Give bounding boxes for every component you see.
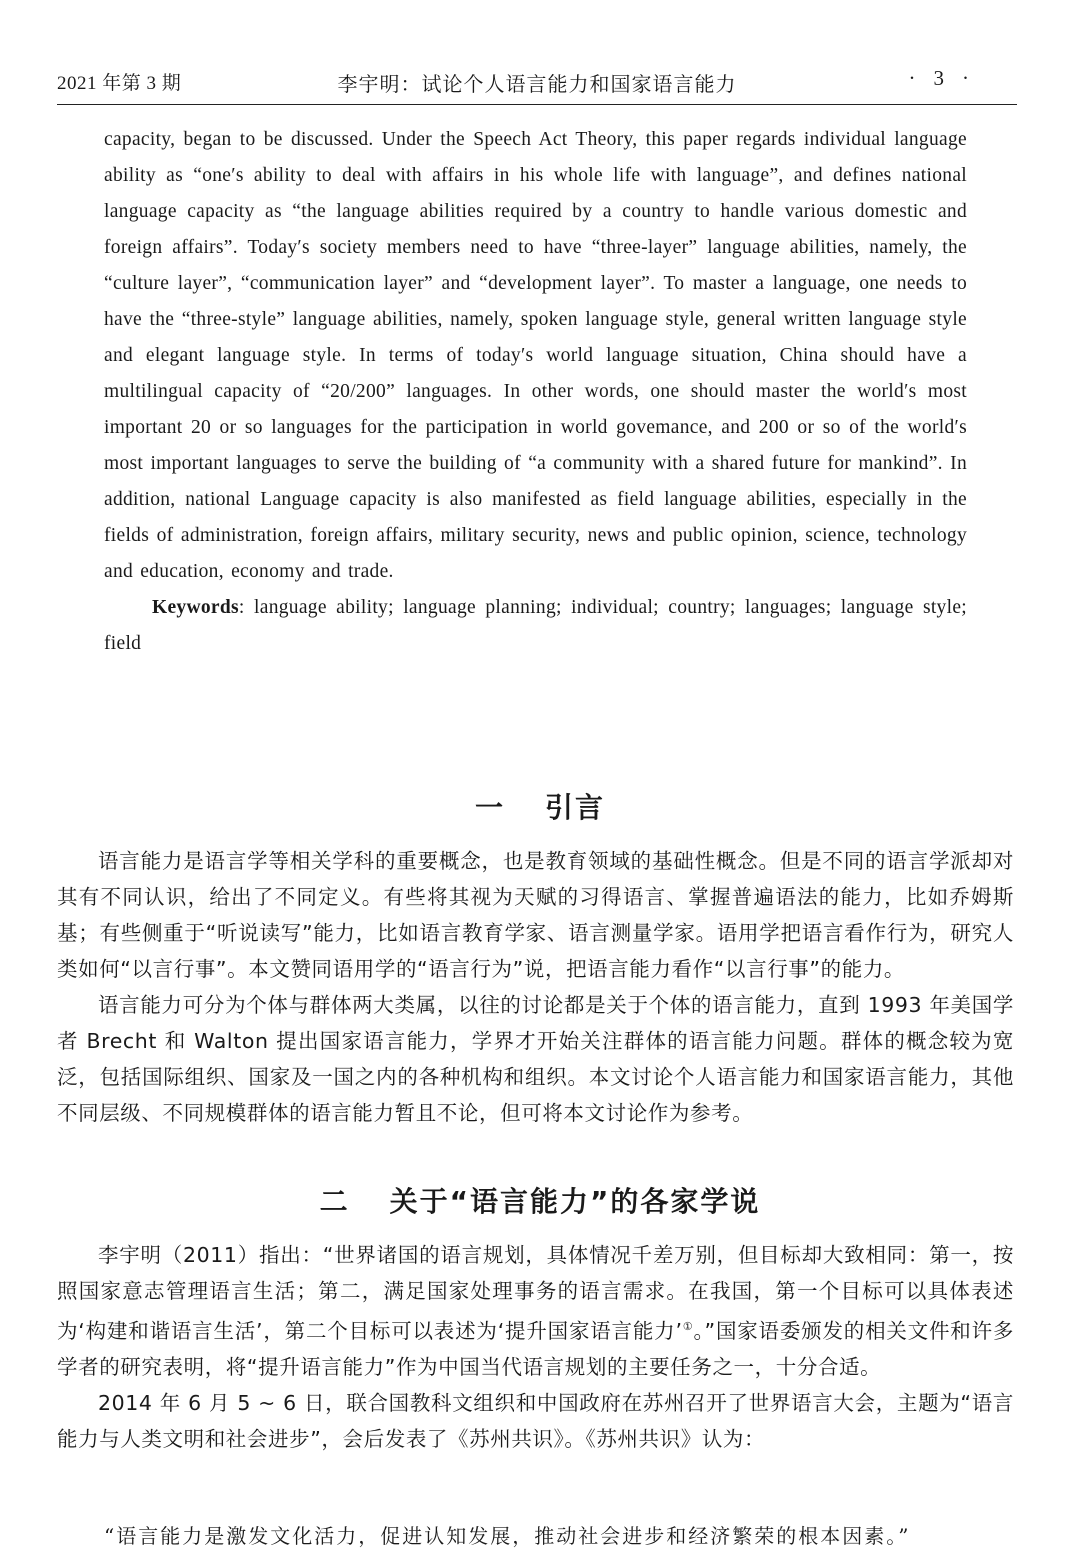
section-2-body	[57, 1237, 1014, 1457]
paragraph-text: 李宇明（2011）指出：“世界诸国的语言规划，具体情况千差万别，但目标却大致相同：第一，按照国家意志管理语言生活；第二，满足国家处理事务的语言需求。在我国，第一个目标可以具体表述为‘构建和谐语言生活’，第二个目标可以表述为‘提升国家语言能力’	[57, 1243, 1014, 1343]
keywords-line: Keywords: language ability; language planning; individual; country; languages; language style; field	[104, 597, 967, 654]
section-heading-theories	[0, 1180, 1080, 1220]
paragraph	[57, 1237, 1014, 1385]
page-number-value: 3	[933, 66, 944, 90]
running-header	[57, 64, 1017, 105]
abstract-body: capacity, began to be discussed. Under the Speech Act Theory, this paper regards individual language ability as “one′s ability to deal with affairs in his whole life with language”, and defines national language capacity as “the language abilities required by a country to handle various domestic and foreign affairs”. Today′s society members need to have “three-layer” language abilities, namely, the “culture layer”, “communication layer” and “development layer”. To master a language, one needs to have the “three-style” language abilities, namely, spoken language style, general written language style and elegant language style. In terms of today′s world language situation, China should have a multilingual capacity of “20/200” languages. In other words, one should master the world′s most important 20 or so languages for the participation in world govemance, and 200 or so of the world′s most important languages to serve the building of “a community with a shared future for mankind”. In addition, national Language capacity is also manifested as field language abilities, especially in the fields of administration, foreign affairs, military security, news and public opinion, science, technology and education, economy and trade.	[104, 129, 967, 582]
article-running-title: 李宇明：试论个人语言能力和国家语言能力	[337, 74, 737, 96]
section-number: 二	[319, 1185, 350, 1218]
block-quote: “语言能力是激发文化活力，促进认知发展，推动社会进步和经济繁荣的根本因素。”	[104, 1524, 911, 1548]
keywords-label: Keywords	[152, 597, 239, 618]
section-heading-introduction	[0, 786, 1080, 826]
keywords-list: language ability; language planning; individual; country; languages; language style; field	[104, 597, 967, 654]
section-title: 引言	[545, 791, 606, 824]
paragraph: 语言能力可分为个体与群体两大类属，以往的讨论都是关于个体的语言能力，直到 1993 年美国学者 Brecht 和 Walton 提出国家语言能力，学界才开始关注群体的语言能力问题。群体的概念较为宽泛，包括国际组织、国家及一国之内的各种机构和组织。本文讨论个人语言能力和国家语言能力，其他不同层级、不同规模群体的语言能力暂且不论，但可将本文讨论作为参考。	[57, 993, 1014, 1125]
paragraph-text-continued: 。”国家语委颁发的相关文件和许多学者的研究表明，将“提升语言能力”作为中国当代语言规划的主要任务之一，十分合适。	[57, 1319, 1014, 1379]
section-number: 一	[474, 791, 505, 824]
section-title: 关于“语言能力”的各家学说	[389, 1185, 761, 1218]
section-1-body	[57, 843, 1014, 1131]
journal-issue: 2021 年第 3 期	[57, 73, 182, 94]
paragraph: 语言能力是语言学等相关学科的重要概念，也是教育领域的基础性概念。但是不同的语言学派却对其有不同认识，给出了不同定义。有些将其视为天赋的习得语言、掌握普遍语法的能力，比如乔姆斯基；有些侧重于“听说读写”能力，比如语言教育学家、语言测量学家。语用学把语言看作行为，研究人类如何“以言行事”。本文赞同语用学的“语言行为”说，把语言能力看作“以言行事”的能力。	[57, 849, 1014, 981]
footnote-mark: ①	[682, 1320, 694, 1333]
page-number: · 3 ·	[908, 66, 969, 90]
english-abstract	[104, 122, 967, 662]
paragraph: 2014 年 6 月 5 ~ 6 日，联合国教科文组织和中国政府在苏州召开了世界语言大会，主题为“语言能力与人类文明和社会进步”，会后发表了《苏州共识》。《苏州共识》认为：	[57, 1391, 1014, 1451]
